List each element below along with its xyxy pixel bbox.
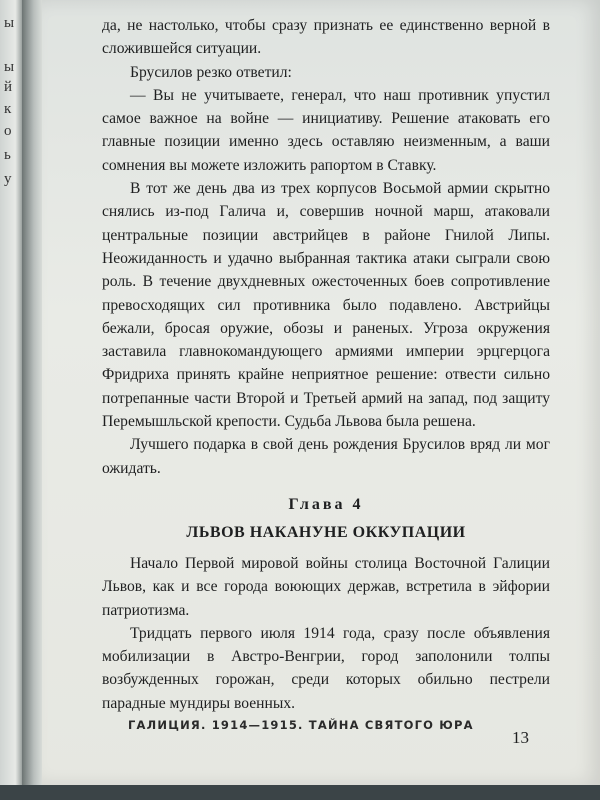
edge-letter: й <box>4 79 13 95</box>
edge-letter: ь <box>4 147 11 163</box>
running-footer: ГАЛИЦИЯ. 1914—1915. ТАЙНА СВЯТОГО ЮРА <box>128 718 474 732</box>
edge-letter: к <box>4 101 12 117</box>
paragraph: Начало Первой мировой войны столица Восточной Галиции Львов, как и все города воюющих держав, встретила в эйфории патриотизма. <box>102 555 550 619</box>
chapter-title: ЛЬВОВ НАКАНУНЕ ОККУПАЦИИ <box>186 524 466 541</box>
book-gutter <box>22 0 42 800</box>
body-text-bottom <box>102 552 550 715</box>
edge-letter: у <box>4 171 12 187</box>
paragraph: да, не настолько, чтобы сразу признать ее единственно верной в сложившейся ситуации. <box>102 17 550 58</box>
paragraph: Брусилов резко ответил: <box>130 63 292 81</box>
edge-letter: ы <box>4 15 15 31</box>
chapter-heading <box>102 496 550 542</box>
paragraph: Лучшего подарка в свой день рождения Брусилов вряд ли мог ожидать. <box>102 436 550 477</box>
chapter-number: Глава 4 <box>288 496 364 513</box>
body-text-top <box>102 14 550 480</box>
page-number: 13 <box>512 728 529 747</box>
background-surface <box>0 785 600 800</box>
paragraph: В тот же день два из трех корпусов Восьмой армии скрытно снялись из-под Галича и, совершив ночной марш, атаковали центральные позиции австрийцев в районе Гнилой Липы. Неожиданность и удачно выбранная тактика атаки сыграли свою роль. В течение двухдневных ожесточенных боев сопротивление превосходящих сил противника было подавлено. Австрийцы бежали, бросая оружие, обозы и раненых. Угроза окружения заставила главнокомандующего армиями империи эрцгерцога Фридриха принять крайне неприятное решение: отвести сильно потрепанные части Второй и Третьей армий на запад, под защиту Перемышльской крепости. Судьба Львова была решена. <box>102 180 550 431</box>
adjacent-page-edge <box>0 0 22 800</box>
edge-letter: о <box>4 123 12 139</box>
paragraph: — Вы не учитываете, генерал, что наш противник упустил самое важное на войне — инициативу. Решение атаковать его главные позиции именно здесь оставляю неизменным, а ваши сомнения вы можете изложить рапортом в Ставку. <box>102 86 550 174</box>
edge-letter: ы <box>4 59 15 75</box>
paragraph: Тридцать первого июля 1914 года, сразу после объявления мобилизации в Австро-Венгрии, город заполонили толпы возбужденных горожан, среди которых обильно пестрели парадные мундиры военных. <box>102 624 550 712</box>
